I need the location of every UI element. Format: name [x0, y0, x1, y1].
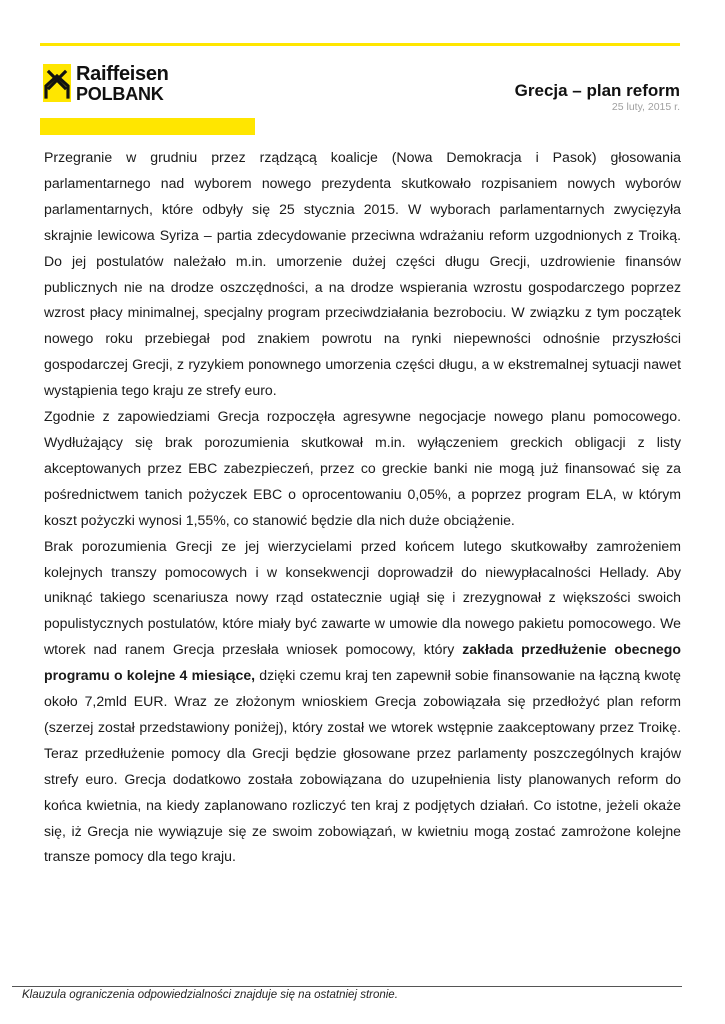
logo-text-raiffeisen: Raiffeisen: [76, 63, 169, 85]
header-top-rule: [40, 43, 680, 46]
raiffeisen-polbank-logo: [43, 64, 173, 108]
paragraph-2: Zgodnie z zapowiedziami Grecja rozpoczęła agresywne negocjacje nowego planu pomocowego. Wydłużający się brak porozumienia skutkował m.in. wyłączeniem greckich obligacji z listy akceptowanych przez EBC zabezpieczeń, przez co greckie banki nie mogą już finansować się za pośrednictwem tanich pożyczek EBC o oprocentowaniu 0,05%, a poprzez program ELA, w którym koszt pożyczki wynosi 1,55%, co stanowić będzie dla nich duże obciążenie.: [44, 408, 681, 528]
footer-disclaimer: Klauzula ograniczenia odpowiedzialności znajduje się na ostatniej stronie.: [22, 989, 398, 1001]
article-body: [44, 145, 681, 870]
header-accent-bar: [40, 118, 255, 135]
raiffeisen-gable-cross-icon: [43, 64, 71, 102]
paragraph-3-bold-highlight: zakłada przedłużenie obecnego programu o kolejne 4 miesiące,: [44, 641, 681, 684]
paragraph-1: Przegranie w grudniu przez rządzącą koalicje (Nowa Demokracja i Pasok) głosowania parlamentarnego nad wyborem nowego prezydenta skutkowało rozpisaniem nowych wyborów parlamentarnych, które odbyły się 25 stycznia 2015. W wyborach parlamentarnych zwycięzyła skrajnie lewicowa Syriza – partia zdecydowanie przeciwna wdrażaniu reform uzgodnionych z Troiką. Do jej postulatów należało m.in. umorzenie dużej części długu Grecji, uzdrowienie finansów publicznych nie na drodze oszczędności, a na drodze wspierania wzrostu gospodarczego poprzez wzrost płacy minimalnej, specjalny program przeciwdziałania bezrobociu. W związku z tym początek nowego roku przebiegał pod znakiem powrotu na rynki niepewności odnośnie przyszłości gospodarczej Grecji, z ryzykiem ponownego umorzenia części długu, a w ekstremalnej sytuacji nawet wystąpienia tego kraju ze strefy euro.: [44, 149, 681, 399]
logo-text-polbank: POLBANK: [76, 84, 164, 104]
footer-rule: [12, 986, 682, 987]
paragraph-3-text-before: Brak porozumienia Grecji ze jej wierzycielami przed końcem lutego skutkowałby zamrożeniem kolejnych transzy pomocowych i w konsekwencji doprowadził do niewypłacalności Hellady. Aby uniknąć takiego scenariusza nowy rząd ostatecznie ugiął się i zrezygnował z większości swoich populistycznych postulatów, które miały być zawarte w umowie dla nowego pakietu pomocowego. We wtorek nad ranem Grecja przesłała wniosek pomocowy, który: [44, 537, 681, 658]
document-title: Grecja – plan reform: [514, 81, 680, 100]
document-date: 25 luty, 2015 r.: [611, 101, 680, 113]
paragraph-3-text-after: dzięki czemu kraj ten zapewnił sobie finansowanie na łączną kwotę około 7,2mld EUR. Wraz ze złożonym wnioskiem Grecja zobowiązała się przedłożyć plan reform (szerzej został przedstawiony poniżej), który został we wtorek wstępnie zaakceptowany przez Troikę. Teraz przedłużenie pomocy dla Grecji będzie głosowane przez parlamenty poszczególnych krajów strefy euro. Grecja dodatkowo została zobowiązana do uzupełnienia listy planowanych reform do końca kwietnia, na kiedy zaplanowano rozliczyć ten kraj z podjętych działań. Co istotne, jeżeli okaże się, iż Grecja nie wywiązuje się ze swoim zobowiązań, w kwietniu mogą zostać zamrożone kolejne transze pomocy dla tego kraju.: [44, 667, 682, 865]
paragraph-3: [44, 534, 681, 871]
